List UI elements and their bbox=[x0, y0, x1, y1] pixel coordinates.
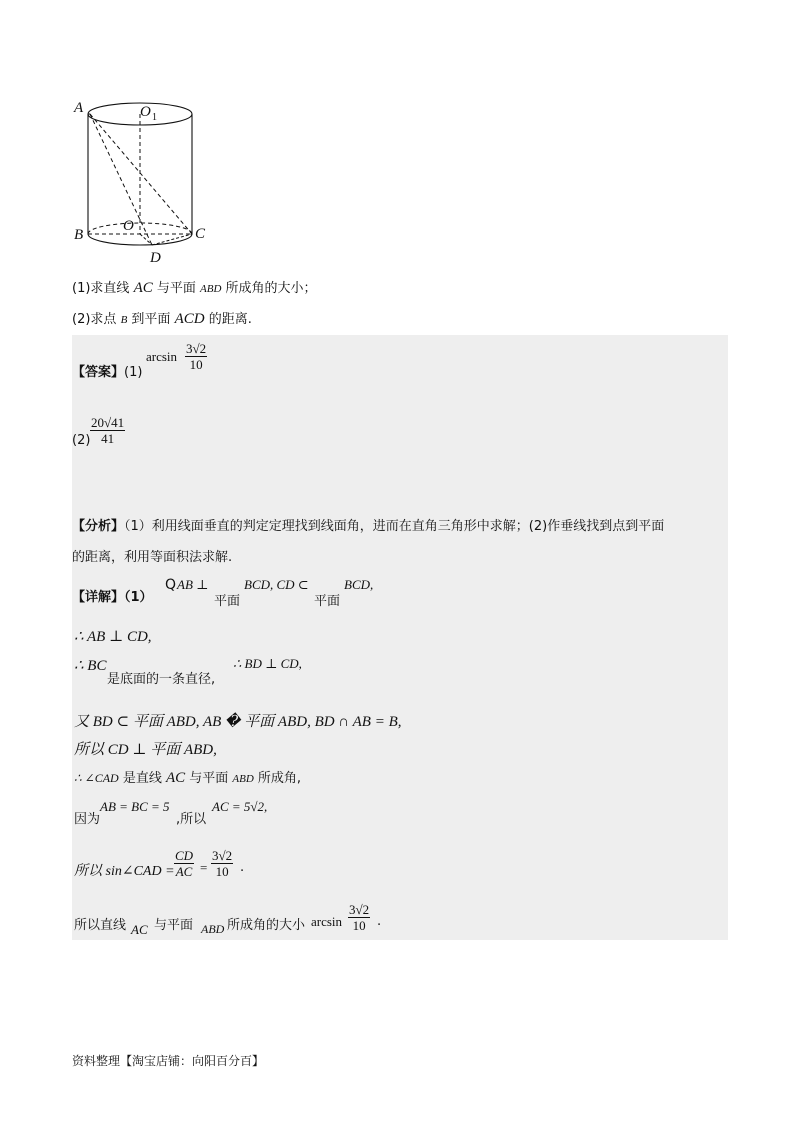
detail-line-5: 所以 CD ⊥ 平面 ABD, bbox=[74, 742, 217, 758]
detail-l8-dot: . bbox=[240, 860, 245, 875]
q1-post: 所成角的大小； bbox=[221, 281, 317, 296]
detail-l1-e: BCD, bbox=[344, 577, 374, 592]
label-D: D bbox=[150, 250, 161, 266]
detail-line-4: 又 BD ⊂ 平面 ABD, AB � 平面 ABD, BD ∩ AB = B, bbox=[74, 714, 402, 730]
q2-post: 的距离. bbox=[204, 312, 252, 327]
label-O: O bbox=[123, 218, 134, 234]
answer-part1-fraction bbox=[185, 341, 207, 372]
label-O1: O bbox=[140, 104, 151, 120]
question-2 bbox=[72, 308, 252, 328]
detail-l9-frac bbox=[348, 902, 370, 933]
detail-l1-c: BCD, CD ⊂ bbox=[244, 577, 309, 592]
cylinder-figure bbox=[70, 92, 220, 267]
frac-denominator: AC bbox=[175, 864, 193, 879]
answer-part1-num: (1) bbox=[124, 365, 143, 380]
q1-var1: AC bbox=[133, 280, 153, 296]
detail-l9-c: 与平面 bbox=[154, 918, 194, 933]
analysis-label: 【分析】 bbox=[72, 519, 125, 534]
detail-l1-a: AB ⊥ bbox=[177, 577, 209, 592]
analysis-text-1: （1）利用线面垂直的判定定理找到线面角，进而在直角三角形中求解；(2)作垂线找到点到平面 bbox=[124, 519, 665, 534]
detail-l6-e: ABD bbox=[232, 773, 254, 785]
label-B: B bbox=[74, 227, 84, 243]
detail-l6-a: ∴ ∠CAD bbox=[74, 771, 119, 785]
analysis-line-1 bbox=[72, 515, 664, 534]
detail-l9-a: 所以直线 bbox=[74, 918, 127, 933]
analysis-line-2: 的距离，利用等面积法求解. bbox=[72, 550, 233, 565]
detail-l1-sym: Q bbox=[165, 577, 177, 593]
q2-mid: 到平面 bbox=[127, 312, 175, 327]
detail-l9-d: ABD bbox=[201, 922, 225, 936]
detail-line-6 bbox=[74, 767, 301, 787]
detail-l9-e: 所成角的大小 bbox=[227, 918, 306, 933]
answer-label-text: 【答案】 bbox=[72, 365, 125, 380]
detail-l1-b: 平面 bbox=[214, 594, 241, 609]
answer-part2-fraction bbox=[90, 415, 125, 446]
frac-denominator: 10 bbox=[189, 357, 203, 372]
q2-var2: ACD bbox=[174, 311, 205, 327]
detail-l8-eq: = bbox=[200, 860, 208, 875]
detail-l9-f: arcsin bbox=[311, 914, 343, 929]
answer-panel bbox=[72, 335, 728, 940]
answer-arcsin: arcsin bbox=[146, 349, 178, 364]
frac-numerator: 3√2 bbox=[212, 848, 233, 863]
detail-l7-a: 因为 bbox=[74, 812, 101, 827]
answer-part2-num: (2) bbox=[72, 433, 91, 448]
detail-l3-a: ∴ BC bbox=[74, 658, 107, 674]
detail-l3-b: 是底面的一条直径, bbox=[107, 672, 216, 687]
frac-numerator: 3√2 bbox=[186, 341, 207, 356]
frac-denominator: 10 bbox=[352, 918, 366, 933]
detail-l7-d: AC = 5√2, bbox=[212, 799, 268, 814]
detail-l7-b: AB = BC = 5 bbox=[100, 799, 170, 814]
q2-pre: (2)求点 bbox=[72, 312, 121, 327]
detail-l3-c: ∴ BD ⊥ CD, bbox=[233, 656, 302, 671]
detail-l8-frac-1 bbox=[174, 848, 194, 879]
q1-pre: (1)求直线 bbox=[72, 281, 134, 296]
detail-l6-c: AC bbox=[165, 770, 186, 786]
question-1 bbox=[72, 277, 317, 297]
answer-label bbox=[72, 361, 142, 380]
frac-denominator: 41 bbox=[101, 431, 115, 446]
q2-var1: B bbox=[120, 314, 128, 326]
q1-var2: ABD bbox=[200, 283, 222, 295]
frac-numerator: CD bbox=[175, 848, 194, 863]
label-O1-sub: 1 bbox=[152, 112, 157, 123]
detail-line-2: ∴ AB ⊥ CD, bbox=[74, 629, 152, 645]
frac-numerator: 20√41 bbox=[91, 415, 125, 430]
detail-l7-c: ,所以 bbox=[176, 812, 207, 827]
detail-l8-frac-2 bbox=[211, 848, 233, 879]
detail-l6-f: 所成角, bbox=[253, 771, 302, 786]
detail-l6-b: 是直线 bbox=[118, 771, 166, 786]
footer-source: 资料整理【淘宝店铺：向阳百分百】 bbox=[72, 1054, 265, 1068]
frac-numerator: 3√2 bbox=[349, 902, 370, 917]
label-C: C bbox=[195, 226, 206, 242]
q1-mid: 与平面 bbox=[152, 281, 200, 296]
frac-denominator: 10 bbox=[215, 864, 229, 879]
detail-l8-a: 所以 sin∠CAD = bbox=[74, 864, 175, 879]
detail-l6-d: 与平面 bbox=[185, 771, 233, 786]
label-A: A bbox=[74, 100, 84, 116]
detail-l9-dot: . bbox=[377, 914, 382, 929]
detail-l1-d: 平面 bbox=[314, 594, 341, 609]
detail-label: 【详解】（1） bbox=[72, 590, 153, 605]
detail-l9-b: AC bbox=[131, 922, 148, 937]
